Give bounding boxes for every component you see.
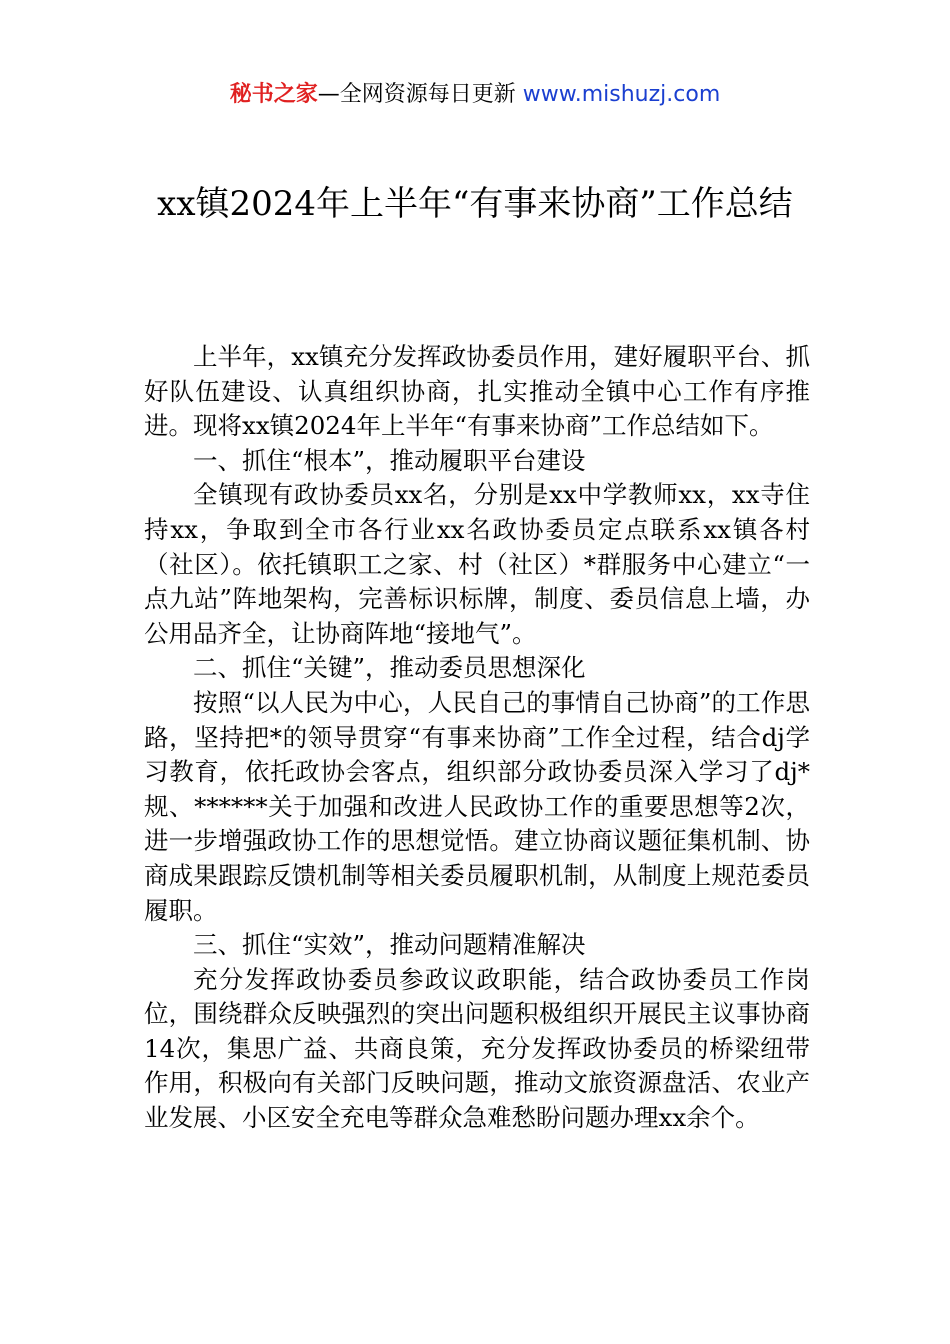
document-title: xx镇2024年上半年“有事来协商”工作总结 <box>157 184 793 224</box>
section-paragraph-2: 按照“以人民为中心，人民自己的事情自己协商”的工作思路，坚持把*的领导贯穿“有事来协商”工作全过程，结合dj学习教育，依托政协会客点，组织部分政协委员深入学习了dj*规、******关于加强和改进人民政协工作的重要思想等2次，进一步增强政协工作的思想觉悟。建立协商议题征集机制、协商成果跟踪反馈机制等相关委员履职机制，从制度上规范委员履职。 <box>144 687 810 925</box>
site-brand: 秘书之家 <box>229 82 318 107</box>
section-paragraph-3: 充分发挥政协委员参政议政职能，结合政协委员工作岗位，围绕群众反映强烈的突出问题积极组织开展民主议事协商14次，集思广益、共商良策，充分发挥政协委员的桥梁纽带作用，积极向有关部门反映问题，推动文旅资源盘活、农业产业发展、小区安全充电等群众急难愁盼问题办理xx余个。 <box>144 964 810 1133</box>
section-heading-3: 三、抓住“实效”，推动问题精准解决 <box>193 930 586 960</box>
site-tagline: —全网资源每日更新 <box>317 82 516 107</box>
document-body <box>144 340 810 1136</box>
site-banner <box>0 80 950 110</box>
section-heading-1: 一、抓住“根本”，推动履职平台建设 <box>193 445 586 475</box>
site-url-link[interactable]: www.mishuzj.com <box>522 82 721 107</box>
intro-paragraph: 上半年，xx镇充分发挥政协委员作用，建好履职平台、抓好队伍建设、认真组织协商，扎实推动全镇中心工作有序推进。现将xx镇2024年上半年“有事来协商”工作总结如下。 <box>144 342 810 441</box>
section-heading-2: 二、抓住“关键”，推动委员思想深化 <box>193 653 586 683</box>
section-paragraph-1: 全镇现有政协委员xx名，分别是xx中学教师xx，xx寺住持xx，争取到全市各行业xx名政协委员定点联系xx镇各村（社区）。依托镇职工之家、村（社区）*群服务中心建立“一点九站”阵地架构，完善标识标牌，制度、委员信息上墙，办公用品齐全，让协商阵地“接地气”。 <box>144 480 810 648</box>
